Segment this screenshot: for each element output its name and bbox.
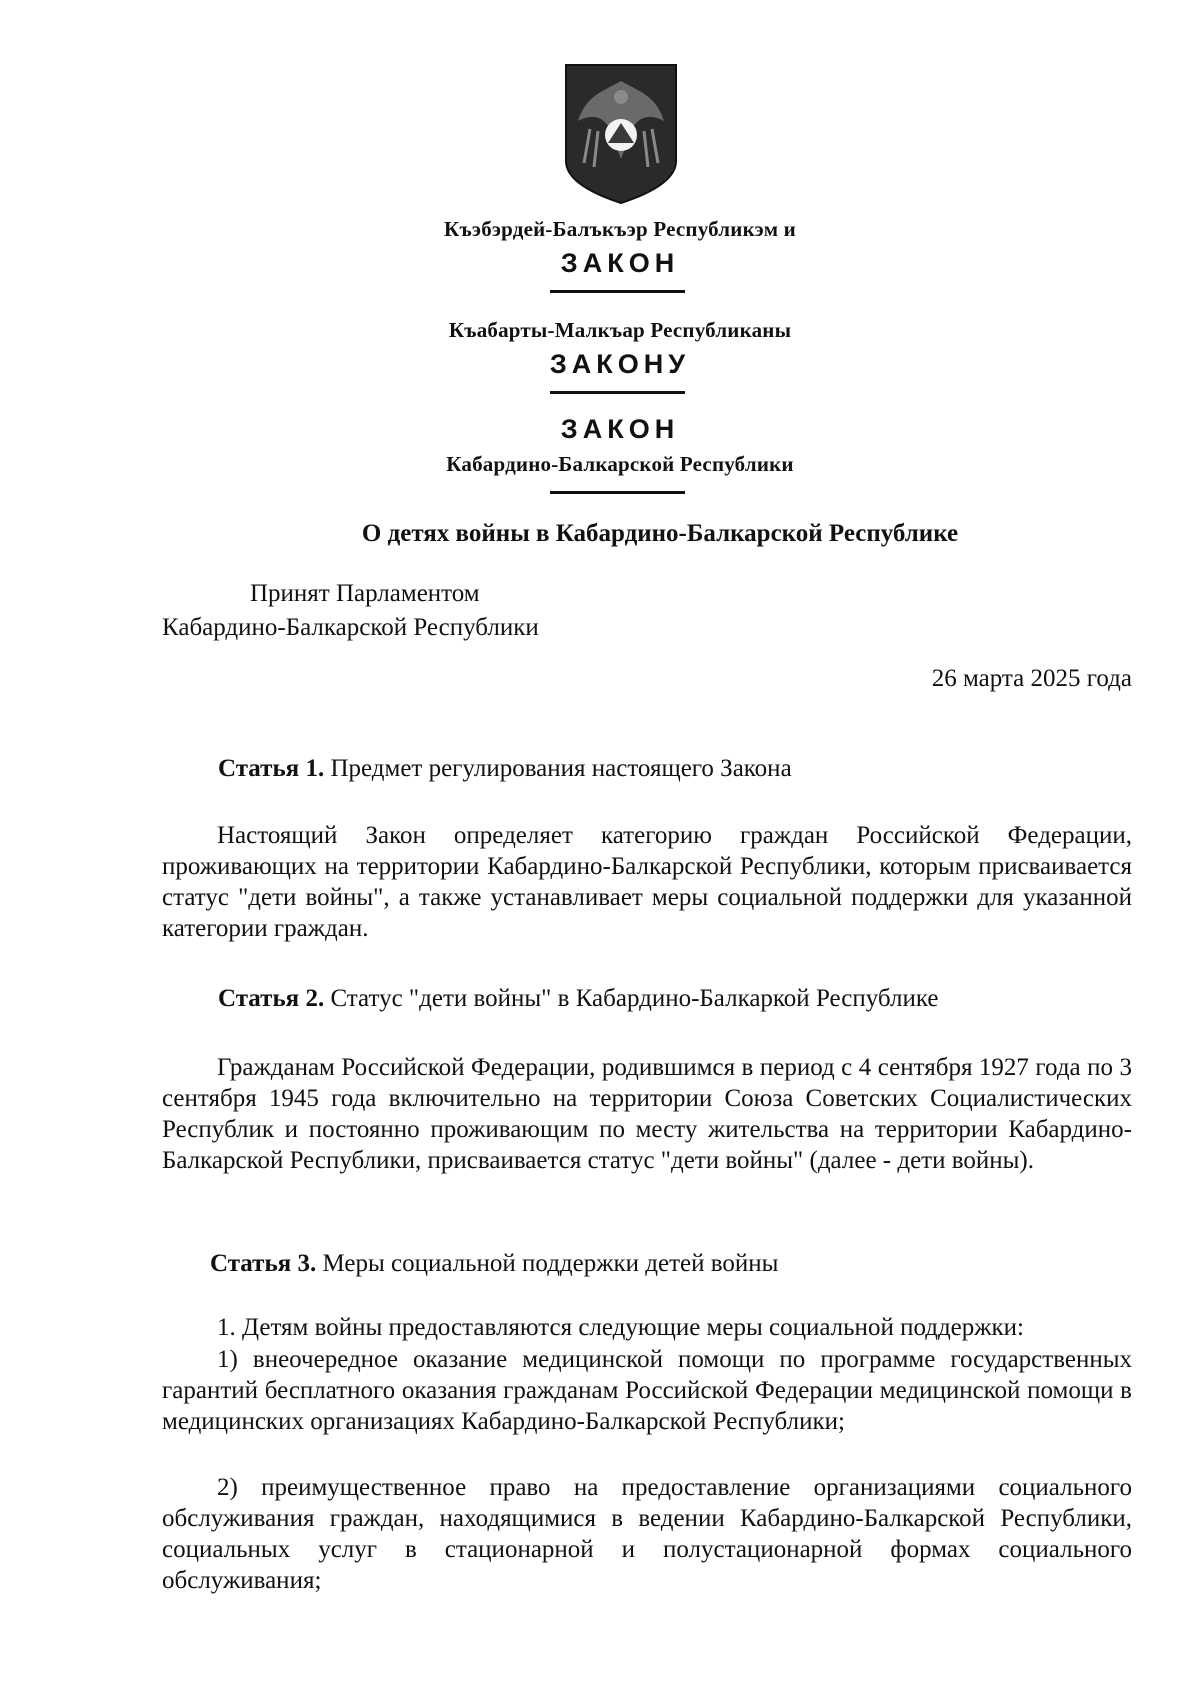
article-1-heading (218, 755, 792, 783)
article-3-item-3 (162, 1472, 1132, 1596)
list-item: 1) внеочередное оказание медицинской помощи по программе государственных гарантий бесплатного оказания гражданам Российской Федерации медицинской помощи в медицинских организациях Кабардино-Балкарской Республики; (162, 1346, 1132, 1435)
article-label: Статья 2. (218, 985, 325, 1012)
article-3-heading (210, 1250, 778, 1278)
law-title: О детях войны в Кабардино-Балкарской Республике (361, 520, 959, 547)
list-item: 1. Детям войны предоставляются следующие меры социальной поддержки: (217, 1314, 1025, 1341)
russian-law-heading: ЗАКОН (560, 414, 680, 444)
article-label: Статья 1. (218, 755, 325, 782)
header-divider (550, 290, 685, 293)
article-title: Меры социальной поддержки детей войны (322, 1250, 779, 1277)
russian-header-line: Кабардино-Балкарской Республики (446, 452, 794, 476)
balkar-header-line: Къабарты-Малкъар Республиканы (448, 318, 792, 342)
article-3-item-1 (162, 1312, 1132, 1343)
article-label: Статья 3. (210, 1250, 317, 1277)
header-divider (550, 491, 685, 494)
coat-of-arms-emblem (564, 63, 678, 205)
article-3-item-2 (162, 1344, 1132, 1437)
kabardian-law-heading: ЗАКОН (560, 248, 680, 278)
adoption-date: 26 марта 2025 года (931, 665, 1132, 692)
header-divider (550, 391, 685, 394)
kabardian-header-line: Къэбэрдей-Балъкъэр Республикэм и (444, 217, 796, 241)
article-body: Настоящий Закон определяет категорию граждан Российской Федерации, проживающих на территории Кабардино-Балкарской Республики, которым присваивается статус "дети войны", а также устанавливает меры социальной поддержки для указанной категории граждан. (162, 822, 1132, 942)
article-body: Гражданам Российской Федерации, родившимся в период с 4 сентября 1927 года по 3 сентября 1945 года включительно на территории Союза Советских Социалистических Республик и постоянно проживающим по месту жительства на территории Кабардино-Балкарской Республики, присваивается статус "дети войны" (далее - дети войны). (162, 1054, 1132, 1174)
article-2-text (162, 1052, 1132, 1176)
article-title: Статус "дети войны" в Кабардино-Балкаркой Республике (330, 985, 939, 1012)
list-item: 2) преимущественное право на предоставление организациями социального обслуживания граждан, находящимися в ведении Кабардино-Балкарской Республики, социальных услуг в стационарной и полустационарной формах социального обслуживания; (162, 1474, 1132, 1594)
article-title: Предмет регулирования настоящего Закона (330, 755, 792, 782)
article-2-heading (218, 985, 938, 1013)
adoption-line-1: Принят Парламентом (250, 580, 480, 607)
article-1-text (162, 820, 1132, 944)
adoption-line-2: Кабардино-Балкарской Республики (162, 614, 539, 641)
balkar-law-heading: ЗАКОНУ (549, 349, 691, 379)
